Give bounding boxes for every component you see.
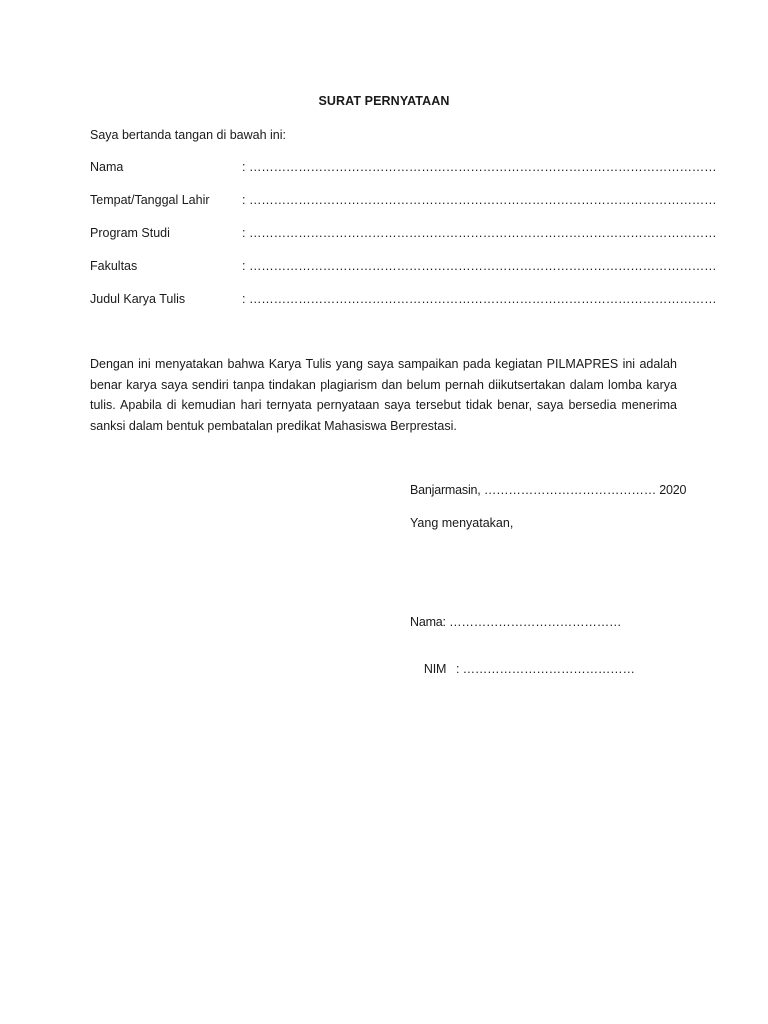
field-program-studi [90, 226, 717, 244]
field-label: Fakultas [90, 259, 138, 273]
field-separator: : [242, 160, 246, 174]
field-label: Program Studi [90, 226, 170, 240]
signature-place-date [410, 483, 686, 497]
field-fill-line: …………………………………………………………………………………………………… [249, 292, 717, 306]
field-label: Judul Karya Tulis [90, 292, 186, 306]
document-title: SURAT PERNYATAAN [318, 94, 450, 108]
field-fill-line: …………………………………………………………………………………………………… [249, 193, 717, 207]
field-label: Tempat/Tanggal Lahir [90, 193, 210, 207]
signature-nim-line [410, 648, 635, 690]
statement-paragraph: Dengan ini menyatakan bahwa Karya Tulis yang saya sampaikan pada kegiatan PILMAPRES ini adalah benar karya saya sendiri tanpa tindakan plagiarism dan belum pernah diikutsertakan dalam lomba karya tulis. Apabila di kemudian hari ternyata pernyataan saya tersebut tidak benar, saya bersedia menerima sanksi dalam bentuk pembatalan predikat Mahasiswa Berprestasi. [90, 357, 677, 433]
field-fill-line: …………………………………………………………………………………………………… [249, 226, 717, 240]
field-judul-karya-tulis [90, 292, 717, 310]
field-nama [90, 160, 717, 178]
field-fill-line: …………………………………………………………………………………………………… [249, 259, 717, 273]
field-separator: : [242, 226, 246, 240]
field-tempat-tanggal-lahir [90, 193, 717, 211]
field-separator: : [242, 259, 246, 273]
signature-name-line [410, 615, 621, 629]
field-fill-line: …………………………………………………………………………………………………… [249, 160, 717, 174]
name-line-text: Nama: …………………………………… [410, 615, 622, 629]
field-label: Nama [90, 160, 124, 174]
field-separator: : [242, 193, 246, 207]
nim-line-text: NIM : …………………………………… [423, 662, 635, 676]
field-fakultas [90, 259, 717, 277]
intro-text: Saya bertanda tangan di bawah ini: [90, 128, 286, 142]
signature-statement: Yang menyatakan, [410, 516, 514, 530]
field-separator: : [242, 292, 246, 306]
place-date-text: Banjarmasin, …………………………………… 2020 [410, 483, 687, 497]
